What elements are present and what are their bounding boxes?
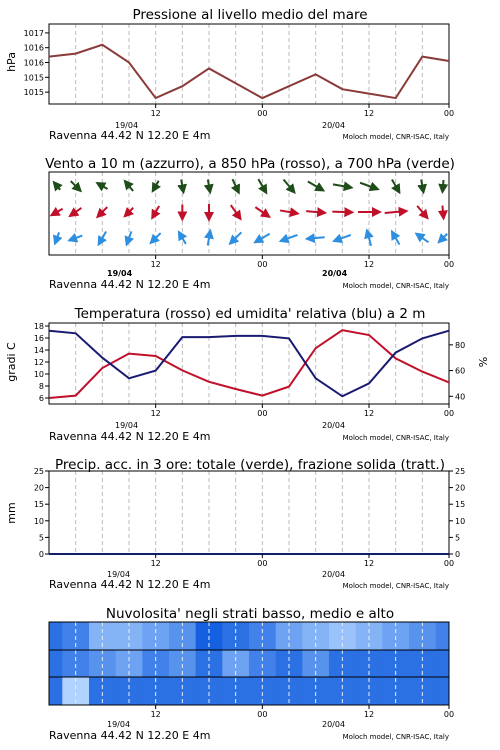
clouds-date-1: 19/04: [107, 720, 131, 729]
y-tick-label: 1016: [23, 58, 44, 68]
x-tick-label: 00: [257, 710, 268, 719]
y-tick-label: 6: [38, 394, 44, 403]
wind-arrow-850hpa: [442, 206, 443, 219]
wind-arrow-850hpa: [332, 212, 352, 213]
x-tick-label: 00: [443, 260, 455, 269]
temperature-date-1: 19/04: [115, 421, 139, 430]
y-tick-label-right: 15: [455, 500, 466, 510]
wind-date-2: 20/04: [322, 269, 348, 278]
x-tick-label: 12: [363, 710, 375, 719]
wind-arrow-10m: [416, 234, 428, 243]
wind-arrow-10m: [208, 231, 211, 246]
temperature-yticks: [34, 322, 49, 403]
temperature-model: Moloch model, CNR-ISAC, Italy: [342, 434, 449, 442]
precipitation-yticks: [34, 467, 465, 559]
wind-arrow-10m: [439, 234, 447, 242]
wind-arrow-10m: [307, 237, 325, 239]
pressure-ylabel: hPa: [5, 52, 18, 72]
pressure-location: Ravenna 44.42 N 12.20 E 4m: [49, 129, 211, 142]
clouds-date-2: 20/04: [322, 720, 346, 729]
wind-date-1: 19/04: [107, 269, 133, 278]
x-tick-label: 00: [257, 260, 268, 269]
wind-title: Vento a 10 m (azzurro), a 850 hPa (rosso), a 700 hPa (verde): [45, 156, 455, 172]
wind-arrow-850hpa: [385, 211, 407, 213]
wind-arrow-700hpa: [181, 180, 183, 193]
clouds-cells: [49, 622, 450, 705]
wind-arrow-10m: [230, 232, 241, 243]
x-tick-label: 00: [257, 559, 268, 568]
x-tick-label: 12: [150, 109, 161, 118]
pressure-date-1: 19/04: [115, 121, 139, 130]
x-tick-label: 12: [150, 260, 161, 269]
y-tick-label: 10: [33, 516, 44, 526]
x-tick-label: 12: [363, 559, 375, 568]
cloud-cell: [49, 677, 63, 705]
x-tick-label: 00: [443, 409, 455, 418]
wind-arrow-850hpa: [51, 209, 62, 216]
y-tick-label: 1015: [23, 73, 44, 83]
x-tick-label: 00: [443, 109, 455, 118]
temperature-location: Ravenna 44.42 N 12.20 E 4m: [49, 430, 211, 443]
pressure-xticks: [151, 104, 455, 118]
humidity-ylabel: %: [477, 356, 490, 368]
panel-clouds: [49, 606, 454, 742]
x-tick-label: 00: [257, 409, 268, 418]
pressure-series: [49, 45, 449, 98]
y-tick-label-right: 0: [455, 550, 461, 559]
wind-model: Moloch model, CNR-ISAC, Italy: [342, 282, 449, 290]
x-tick-label: 00: [443, 559, 455, 568]
wind-arrow-700hpa: [442, 180, 443, 192]
panel-temperature: [5, 306, 490, 443]
y-tick-label-right: 60: [455, 366, 466, 376]
y-tick-label: 16: [33, 334, 44, 343]
temperature-series: [49, 330, 449, 398]
pressure-title: Pressione al livello medio del mare: [132, 7, 368, 23]
cloud-cell: [49, 622, 63, 650]
panel-precipitation: [5, 457, 465, 591]
precipitation-date-2: 20/04: [322, 570, 346, 579]
pressure-date-2: 20/04: [322, 121, 346, 130]
precipitation-model: Moloch model, CNR-ISAC, Italy: [342, 582, 449, 590]
wind-arrow-10m: [151, 233, 161, 243]
y-tick-label: 1015: [23, 88, 44, 98]
x-tick-label: 12: [363, 260, 375, 269]
y-tick-label: 0: [38, 550, 44, 559]
precipitation-ylabel: mm: [5, 502, 18, 524]
y-tick-label: 1017: [23, 28, 44, 38]
y-tick-label: 8: [38, 382, 44, 391]
precipitation-grid: [76, 471, 423, 554]
y-tick-label-right: 80: [455, 340, 466, 350]
cloud-cell: [436, 650, 450, 677]
temperature-ylabel: gradi C: [5, 342, 18, 382]
precipitation-date-1: 19/04: [107, 570, 131, 579]
y-tick-label-right: 25: [455, 467, 466, 476]
x-tick-label: 00: [443, 710, 455, 719]
x-tick-label: 00: [257, 109, 268, 118]
y-tick-label: 5: [38, 533, 44, 543]
wind-arrow-700hpa: [421, 180, 423, 193]
clouds-location: Ravenna 44.42 N 12.20 E 4m: [49, 729, 211, 742]
wind-arrow-700hpa: [208, 180, 210, 193]
wind-arrow-700hpa: [54, 182, 60, 190]
pressure-model: Moloch model, CNR-ISAC, Italy: [342, 133, 449, 141]
cloud-cell: [49, 650, 63, 677]
precipitation-title: Precip. acc. in 3 ore: totale (verde), frazione solida (tratt.): [55, 457, 445, 473]
precipitation-xticks: [151, 554, 455, 568]
y-tick-label: 25: [33, 467, 44, 476]
wind-xticks: [151, 255, 455, 269]
y-tick-label-right: 20: [455, 483, 466, 493]
temperature-title: Temperatura (rosso) ed umidita' relativa (blu) a 2 m: [74, 306, 426, 322]
clouds-title: Nuvolosita' negli strati basso, medio e alto: [105, 606, 395, 622]
pressure-line: [49, 45, 449, 98]
clouds-model: Moloch model, CNR-ISAC, Italy: [342, 733, 449, 741]
y-tick-label-right: 10: [455, 516, 466, 526]
y-tick-label: 10: [33, 370, 44, 379]
y-tick-label: 1016: [23, 43, 44, 53]
wind-arrow-850hpa: [306, 211, 325, 213]
pressure-yticks: [24, 29, 49, 97]
precipitation-location: Ravenna 44.42 N 12.20 E 4m: [49, 578, 211, 591]
y-tick-label-right: 40: [455, 392, 466, 402]
clouds-xticks: [151, 705, 455, 719]
x-tick-label: 12: [363, 409, 375, 418]
x-tick-label: 12: [150, 710, 161, 719]
pressure-frame: [49, 24, 449, 104]
temperature-date-2: 20/04: [322, 421, 346, 430]
panel-pressure: [5, 7, 454, 142]
y-tick-label: 18: [33, 322, 44, 331]
x-tick-label: 12: [150, 559, 161, 568]
y-tick-label: 12: [33, 358, 44, 367]
x-tick-label: 12: [363, 109, 375, 118]
humidity-yticks: [449, 341, 465, 401]
y-tick-label: 15: [33, 500, 44, 510]
y-tick-label: 20: [33, 483, 44, 493]
y-tick-label: 14: [33, 346, 44, 355]
temperature-xticks: [151, 404, 455, 418]
wind-arrows: [51, 179, 447, 246]
panel-wind: [45, 156, 455, 291]
wind-arrow-10m: [55, 232, 59, 243]
pressure-grid: [76, 24, 423, 104]
cloud-cell: [436, 622, 450, 650]
wind-location: Ravenna 44.42 N 12.20 E 4m: [49, 278, 211, 291]
humidity-line: [49, 331, 449, 397]
y-tick-label-right: 5: [455, 533, 461, 543]
x-tick-label: 12: [150, 409, 161, 418]
precipitation-frame: [49, 471, 449, 554]
cloud-cell: [436, 677, 450, 705]
